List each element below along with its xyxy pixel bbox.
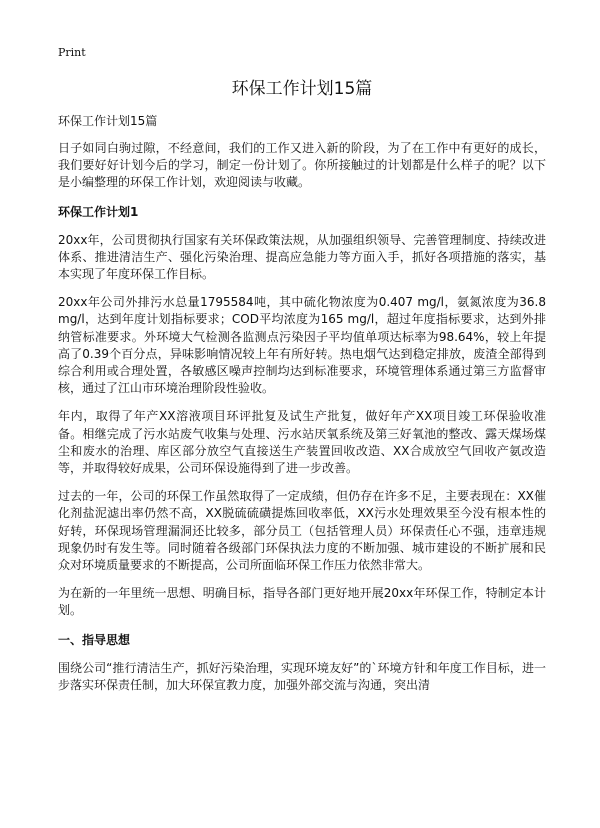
body-paragraph-3: 年内，取得了年产XX溶液项目环评批复及试生产批复，做好年产XX项目竣工环保验收准备。相继完成了污水站废气收集与处理、污水站厌氧系统及第三好氧池的整改、露天煤场煤尘和废水的治理、库区部分放空气直接送生产装置回收改造、XX合成放空气回收产氨改造等，并取得较好成果，公司环保设施得到了进一步改善。 [58,409,546,476]
document-title: 环保工作计划15篇 [231,79,373,99]
body-paragraph-1: 20xx年，公司贯彻执行国家有关环保政策法规，从加强组织领导、完善管理制度、持续改进体系、推进清洁生产、强化污染治理、提高应急能力等方面入手，抓好各项措施的落实，基本实现了年度环保工作目标。 [58,232,546,282]
section1-heading: 一、指导思想 [58,632,131,647]
document-subtitle: 环保工作计划15篇 [58,114,158,128]
document-body [58,78,546,705]
body-paragraph-4: 过去的一年，公司的环保工作虽然取得了一定成绩，但仍存在许多不足，主要表现在：XX催化剂盐泥滤出率仍然不高，XX脱硫硫磺提炼回收率低，XX污水处理效果至今没有根本性的好转，环保现场管理漏洞还比较多，部分员工（包括管理人员）环保责任心不强，违章违规现象仍时有发生等。同时随着各级部门环保执法力度的不断加强、城市建设的不断扩展和民众对环境质量要求的不断提高，公司所面临环保工作压力依然非常大。 [58,489,546,573]
print-link[interactable]: Print [58,46,86,59]
body-paragraph-5: 为在新的一年里统一思想、明确目标，指导各部门更好地开展20xx年环保工作，特制定本计划。 [58,586,546,618]
section1-paragraph: 围绕公司“推行清洁生产，抓好污染治理，实现环境友好”的`环境方针和年度工作目标，进一步落实环保责任制，加大环保宣教力度，加强外部交流与沟通，突出清 [58,660,546,692]
body-paragraph-2: 20xx年公司外排污水总量1795584吨，其中硫化物浓度为0.407 mg/l，氨氮浓度为36.8 mg/l，达到年度计划指标要求；COD平均浓度为165 mg/l，超过年度指标要求，达到外排纳管标准要求。外环境大气检测各监测点污染因子平均值单项达标率为98.64%，较上年提高了0.39个百分点，异味影响情况较上年有所好转。热电烟气达到稳定排放，废渣全部得到综合利用或合理处置，各敏感区噪声控制均达到标准要求，环境管理体系通过第三方监督审核，通过了江山市环境治理阶段性验收。 [58,295,546,396]
intro-paragraph: 日子如同白驹过隙，不经意间，我们的工作又进入新的阶段，为了在工作中有更好的成长，我们要好好计划今后的学习，制定一份计划了。你所接触过的计划都是什么样子的呢？以下是小编整理的环保工作计划，欢迎阅读与收藏。 [58,141,546,190]
plan1-heading: 环保工作计划1 [58,204,139,219]
